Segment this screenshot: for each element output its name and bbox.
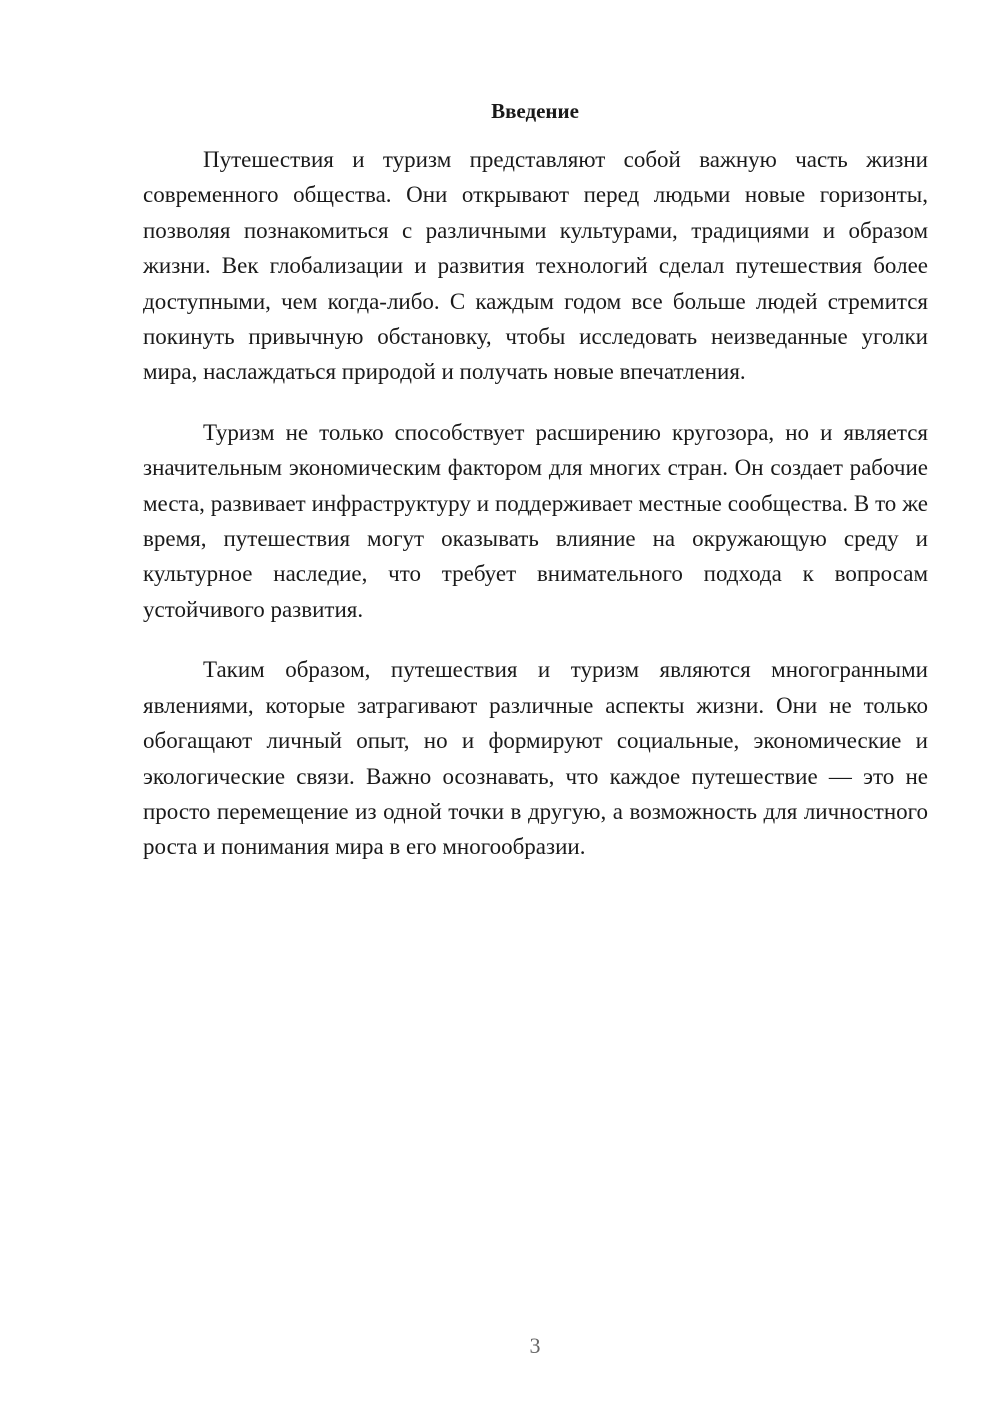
body-text xyxy=(143,142,928,890)
page-number: 3 xyxy=(529,1333,541,1358)
paragraph-1: Путешествия и туризм представляют собой важную часть жизни современного общества. Они открывают перед людьми новые горизонты, позволяя познакомиться с различными культурами, традициями и образом жизни. Век глобализации и развития технологий сделал путешествия более доступными, чем когда-либо. С каждым годом все больше людей стремится покинуть привычную обстановку, чтобы исследовать неизведанные уголки мира, наслаждаться природой и получать новые впечатления. xyxy=(143,147,928,385)
paragraph-3: Таким образом, путешествия и туризм являются многогранными явлениями, которые затрагивают различные аспекты жизни. Они не только обогащают личный опыт, но и формируют социальные, экономические и экологические связи. Важно осознавать, что каждое путешествие — это не просто перемещение из одной точки в другую, а возможность для личностного роста и понимания мира в его многообразии. xyxy=(143,657,928,860)
paragraph-2: Туризм не только способствует расширению кругозора, но и является значительным экономическим фактором для многих стран. Он создает рабочие места, развивает инфраструктуру и поддерживает местные сообщества. В то же время, путешествия могут оказывать влияние на окружающую среду и культурное наследие, что требует внимательного подхода к вопросам устойчивого развития. xyxy=(143,419,928,622)
page-title: Введение xyxy=(491,99,579,123)
